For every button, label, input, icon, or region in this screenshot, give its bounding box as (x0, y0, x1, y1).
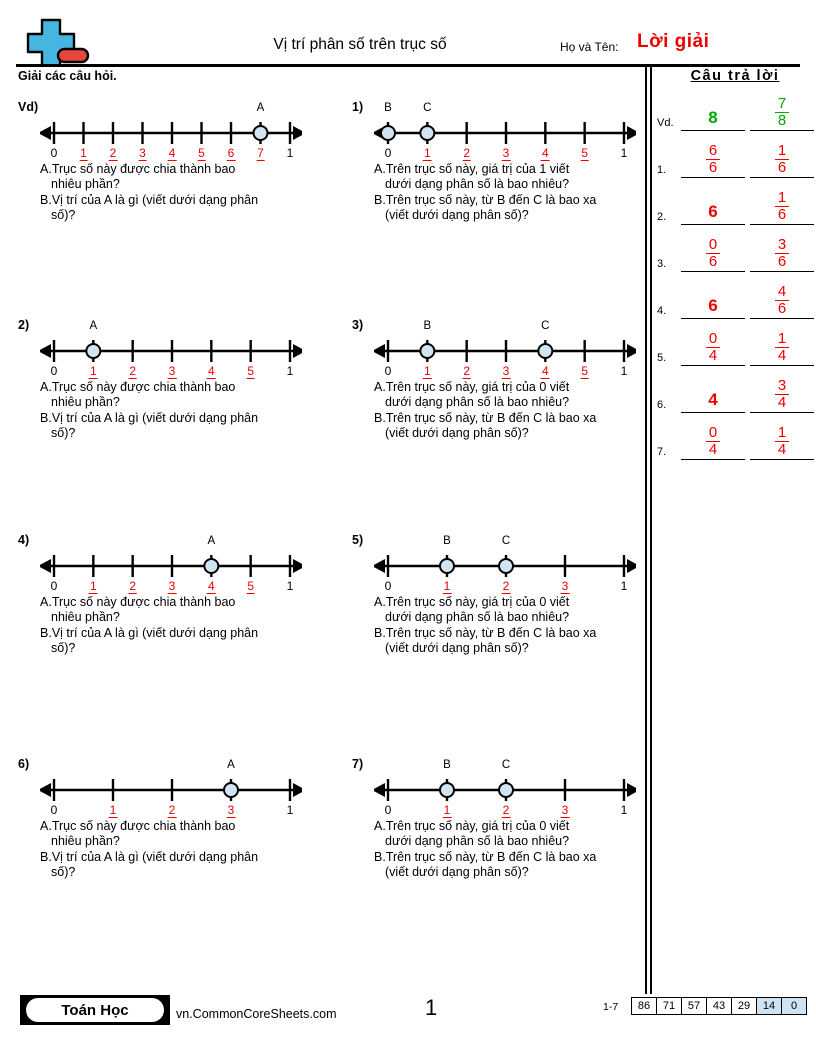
question-a-tag: A. (374, 819, 386, 833)
tick-label: 6 (227, 146, 235, 160)
tick-label: 1 (109, 803, 117, 817)
answer-cell-a[interactable] (681, 326, 745, 366)
question-text (40, 380, 318, 441)
answer-row-index: 3. (657, 258, 667, 270)
tick-label: 1 (443, 579, 451, 593)
point-marker (420, 126, 434, 140)
tick-label: 0 (384, 364, 392, 378)
point-label-A: A (256, 102, 265, 114)
fraction-numerator: 4 (777, 283, 787, 301)
answer-cell-b[interactable] (750, 185, 814, 225)
answer-cell-b[interactable] (750, 138, 814, 178)
question-a-text: Trục số này được chia thành bao (51, 819, 236, 833)
answer-row (654, 319, 816, 366)
answer-row-index: Vd. (657, 117, 674, 129)
answer-cell-b[interactable] (750, 91, 814, 131)
number-line-axis (40, 549, 302, 583)
answer-row-index: 5. (657, 352, 667, 364)
question-a-tag: A. (40, 380, 52, 394)
problem-number: 2) (18, 318, 30, 332)
tick-label: 1 (620, 803, 628, 817)
fraction-numerator: 1 (777, 142, 787, 160)
fraction-denominator: 6 (775, 159, 789, 175)
number-line (40, 535, 302, 591)
tick-label: 1 (443, 803, 451, 817)
question-a-text: Trên trục số này, giá trị của 0 viết (385, 380, 570, 394)
point-marker (224, 783, 238, 797)
tick-label: 3 (227, 803, 235, 817)
tick-label: 0 (50, 146, 58, 160)
answer-whole: 6 (708, 202, 718, 221)
answer-fraction (775, 284, 789, 317)
answer-row-index: 7. (657, 446, 667, 458)
tick-label: 0 (50, 364, 58, 378)
tick-label: 3 (168, 579, 176, 593)
tick-label: 3 (502, 146, 510, 160)
problem-number: 3) (352, 318, 364, 332)
fraction-denominator: 6 (706, 253, 720, 269)
tick-label: 1 (286, 579, 294, 593)
question-b-text: Trên trục số này, từ B đến C là bao xa (385, 625, 597, 640)
problem-number: 6) (18, 757, 30, 771)
point-label-B: B (384, 102, 392, 114)
question-a-cont: nhiêu phần? (51, 177, 120, 192)
question-text (40, 595, 318, 656)
point-label-A: A (89, 320, 98, 332)
question-part-a (40, 819, 318, 834)
answer-cell-a[interactable] (681, 91, 745, 131)
question-b-tag: B. (374, 625, 386, 640)
number-line (374, 535, 636, 591)
fraction-numerator: 7 (777, 95, 787, 113)
fraction-numerator: 0 (708, 330, 718, 348)
fraction-numerator: 1 (777, 189, 787, 207)
tick-label: 2 (109, 146, 117, 160)
point-label-C: C (501, 535, 511, 547)
answer-cell-b[interactable] (750, 279, 814, 319)
tick-label: 3 (561, 803, 569, 817)
number-line-axis (374, 773, 636, 807)
tick-label: 1 (423, 364, 431, 378)
point-label-B: B (443, 535, 451, 547)
number-line (374, 759, 636, 815)
score-box: 14 (756, 997, 782, 1015)
point-marker (499, 559, 513, 573)
answer-fraction (775, 143, 789, 176)
answer-cell-a[interactable] (681, 420, 745, 460)
answer-whole: 8 (708, 108, 718, 127)
fraction-denominator: 4 (706, 441, 720, 457)
answer-fraction (775, 96, 789, 129)
answer-fraction (706, 331, 720, 364)
answer-fraction (775, 378, 789, 411)
question-a-cont: dưới dạng phân số là bao nhiêu? (385, 834, 570, 849)
question-a-cont: nhiêu phần? (51, 395, 120, 410)
tick-label: 0 (50, 579, 58, 593)
question-part-b (40, 850, 318, 865)
answer-cell-a[interactable] (681, 185, 745, 225)
question-b-cont: (viết dưới dạng phân số)? (385, 864, 529, 879)
answer-row (654, 225, 816, 272)
fraction-numerator: 3 (777, 377, 787, 395)
problem-number: 7) (352, 757, 364, 771)
point-marker (420, 344, 434, 358)
question-b-tag: B. (374, 192, 386, 207)
question-a-cont: dưới dạng phân số là bao nhiêu? (385, 610, 570, 625)
page-number: 1 (425, 995, 438, 1020)
point-label-B: B (423, 320, 432, 332)
question-b-text: Vị trí của A là gì (viết dưới dạng phân (51, 410, 259, 425)
answer-row (654, 84, 816, 131)
fraction-denominator: 4 (775, 441, 789, 457)
question-a-text: Trên trục số này, giá trị của 0 viết (385, 595, 570, 609)
question-b-text: Trên trục số này, từ B đến C là bao xa (385, 192, 597, 207)
answer-row (654, 131, 816, 178)
answer-whole: 4 (708, 390, 718, 409)
problem-number: 4) (18, 533, 30, 547)
answer-fraction (775, 190, 789, 223)
answer-row-index: 2. (657, 211, 667, 223)
number-line (374, 102, 636, 158)
tick-label: 4 (541, 146, 549, 160)
question-b-cont: số)? (51, 425, 76, 440)
question-text (40, 819, 318, 880)
number-line-axis (374, 116, 636, 150)
tick-label: 0 (384, 146, 392, 160)
question-a-tag: A. (374, 380, 386, 394)
point-marker (538, 344, 552, 358)
tick-label: 7 (257, 146, 264, 160)
question-b-tag: B. (374, 410, 386, 425)
answer-rows (654, 84, 816, 460)
tick-label: 3 (561, 579, 569, 593)
tick-label: 3 (168, 364, 176, 378)
question-a-text: Trên trục số này, giá trị của 0 viết (385, 819, 570, 833)
question-b-text: Vị trí của A là gì (viết dưới dạng phân (51, 625, 259, 640)
tick-label: 1 (286, 803, 294, 817)
question-b-tag: B. (40, 849, 52, 864)
score-range: 1-7 (603, 1001, 619, 1013)
question-b-cont: (viết dưới dạng phân số)? (385, 425, 529, 440)
tick-label: 0 (384, 579, 392, 593)
tick-label: 1 (423, 146, 431, 160)
question-b-text: Vị trí của A là gì (viết dưới dạng phân (51, 192, 259, 207)
question-text (40, 162, 318, 223)
answer-row (654, 413, 816, 460)
question-b-tag: B. (40, 192, 52, 207)
fraction-numerator: 6 (708, 142, 718, 160)
name-label: Họ và Tên: (560, 40, 619, 54)
answer-cell-a[interactable] (681, 373, 745, 413)
question-b-text: Vị trí của A là gì (viết dưới dạng phân (51, 849, 259, 864)
question-a-cont: nhiêu phần? (51, 610, 120, 625)
answer-fraction (775, 425, 789, 458)
score-scale (632, 997, 807, 1015)
point-marker (86, 344, 100, 358)
score-box: 86 (631, 997, 657, 1015)
point-marker (204, 559, 218, 573)
answer-column-title: Câu trả lời (690, 68, 780, 84)
question-part-b (374, 626, 652, 641)
tick-label: 3 (502, 364, 510, 378)
answer-row-index: 1. (657, 164, 667, 176)
brand-badge (20, 995, 170, 1025)
tick-label: 1 (286, 146, 294, 160)
number-line (40, 759, 302, 815)
answer-cell-b[interactable] (750, 420, 814, 460)
fraction-numerator: 0 (708, 236, 718, 254)
point-label-A: A (227, 759, 235, 771)
tick-label: 0 (50, 803, 58, 817)
brand-label: Toán Học (61, 1001, 129, 1019)
answer-row-index: 4. (657, 305, 667, 317)
question-part-a (374, 819, 652, 834)
question-b-text: Trên trục số này, từ B đến C là bao xa (385, 849, 597, 864)
question-b-tag: B. (40, 410, 52, 425)
fraction-denominator: 6 (706, 159, 720, 175)
question-b-text: Trên trục số này, từ B đến C là bao xa (385, 410, 597, 425)
question-part-a (374, 380, 652, 395)
question-part-a (374, 162, 652, 177)
tick-label: 1 (620, 579, 628, 593)
problem-number: 5) (352, 533, 364, 547)
question-a-tag: A. (374, 595, 386, 609)
answer-fraction (706, 237, 720, 270)
instructions-text: Giải các câu hỏi. (18, 69, 117, 83)
answer-row-index: 6. (657, 399, 667, 411)
question-part-b (374, 193, 652, 208)
tick-label: 2 (168, 803, 176, 817)
question-a-text: Trục số này được chia thành bao (51, 380, 236, 394)
tick-label: 1 (620, 364, 628, 378)
tick-label: 5 (198, 146, 205, 160)
fraction-numerator: 1 (777, 330, 787, 348)
question-b-cont: (viết dưới dạng phân số)? (385, 207, 529, 222)
fraction-denominator: 6 (775, 300, 789, 316)
question-part-a (40, 162, 318, 177)
worksheet-title: Vị trí phân số trên trục số (273, 36, 447, 53)
answer-cell-a[interactable] (681, 138, 745, 178)
question-text (374, 595, 652, 656)
answer-cell-b[interactable] (750, 326, 814, 366)
score-box: 43 (706, 997, 732, 1015)
fraction-denominator: 6 (775, 253, 789, 269)
question-part-a (40, 380, 318, 395)
question-text (374, 380, 652, 441)
question-part-a (40, 595, 318, 610)
question-b-tag: B. (40, 625, 52, 640)
fraction-denominator: 6 (775, 206, 789, 222)
score-box: 57 (681, 997, 707, 1015)
fraction-denominator: 8 (775, 112, 789, 128)
tick-label: 4 (207, 364, 215, 378)
name-value: Lời giải (637, 31, 710, 52)
fraction-numerator: 3 (777, 236, 787, 254)
tick-label: 1 (89, 579, 97, 593)
tick-label: 2 (502, 803, 510, 817)
answer-cell-b[interactable] (750, 232, 814, 272)
point-marker (440, 783, 454, 797)
tick-label: 2 (502, 579, 510, 593)
point-marker (440, 559, 454, 573)
page-footer (0, 995, 816, 1045)
fraction-numerator: 0 (708, 424, 718, 442)
point-label-C: C (423, 102, 432, 114)
problem-number: Vd) (18, 100, 39, 114)
fraction-denominator: 4 (775, 394, 789, 410)
answer-row (654, 272, 816, 319)
tick-label: 1 (286, 364, 294, 378)
score-box: 0 (781, 997, 807, 1015)
question-a-text: Trục số này được chia thành bao (51, 162, 236, 176)
question-part-b (374, 411, 652, 426)
question-part-b (40, 411, 318, 426)
site-url: vn.CommonCoreSheets.com (176, 1007, 337, 1021)
answer-fraction (706, 425, 720, 458)
tick-label: 0 (384, 803, 392, 817)
tick-label: 2 (463, 146, 470, 160)
question-b-cont: số)? (51, 864, 76, 879)
question-part-b (374, 850, 652, 865)
number-line-axis (40, 773, 302, 807)
tick-label: 5 (247, 364, 254, 378)
number-line-axis (40, 116, 302, 150)
tick-label: 5 (247, 579, 254, 593)
question-a-tag: A. (40, 595, 52, 609)
answer-row (654, 366, 816, 413)
tick-label: 4 (207, 579, 215, 593)
question-a-tag: A. (40, 162, 52, 176)
question-part-b (40, 193, 318, 208)
tick-label: 2 (129, 579, 136, 593)
tick-label: 4 (541, 364, 549, 378)
point-marker (381, 126, 395, 140)
point-label-C: C (501, 759, 511, 771)
answer-cell-a[interactable] (681, 232, 745, 272)
number-line (374, 320, 636, 376)
question-b-cont: số)? (51, 207, 76, 222)
number-line-axis (374, 334, 636, 368)
question-text (374, 162, 652, 223)
problem-number: 1) (352, 100, 364, 114)
question-a-cont: nhiêu phần? (51, 834, 120, 849)
answer-column (654, 66, 816, 460)
answer-cell-b[interactable] (750, 373, 814, 413)
score-box: 71 (656, 997, 682, 1015)
number-line-axis (40, 334, 302, 368)
answer-cell-a[interactable] (681, 279, 745, 319)
answer-fraction (706, 143, 720, 176)
question-text (374, 819, 652, 880)
point-label-B: B (443, 759, 451, 771)
tick-label: 1 (89, 364, 97, 378)
number-line (40, 320, 302, 376)
score-box: 29 (731, 997, 757, 1015)
tick-label: 2 (463, 364, 470, 378)
tick-label: 1 (80, 146, 87, 160)
fraction-denominator: 4 (775, 347, 789, 363)
question-b-cont: (viết dưới dạng phân số)? (385, 640, 529, 655)
point-marker (499, 783, 513, 797)
question-b-tag: B. (374, 849, 386, 864)
answer-fraction (775, 331, 789, 364)
question-part-a (374, 595, 652, 610)
tick-label: 5 (581, 364, 588, 378)
question-a-text: Trên trục số này, giá trị của 1 viết (385, 162, 570, 176)
question-part-b (40, 626, 318, 641)
tick-label: 3 (139, 146, 146, 160)
question-a-tag: A. (40, 819, 52, 833)
number-line (40, 102, 302, 158)
point-label-A: A (207, 535, 216, 547)
question-b-cont: số)? (51, 640, 76, 655)
question-a-tag: A. (374, 162, 386, 176)
plus-bar-logo-icon (18, 16, 90, 66)
tick-label: 4 (168, 146, 176, 160)
question-a-text: Trục số này được chia thành bao (51, 595, 236, 609)
fraction-numerator: 1 (777, 424, 787, 442)
answer-fraction (775, 237, 789, 270)
fraction-denominator: 4 (706, 347, 720, 363)
answer-row (654, 178, 816, 225)
point-marker (254, 126, 268, 140)
tick-label: 5 (581, 146, 588, 160)
point-label-C: C (541, 320, 550, 332)
number-line-axis (374, 549, 636, 583)
question-a-cont: dưới dạng phân số là bao nhiêu? (385, 177, 570, 192)
question-a-cont: dưới dạng phân số là bao nhiêu? (385, 395, 570, 410)
tick-label: 2 (129, 364, 136, 378)
tick-label: 1 (620, 146, 628, 160)
answer-whole: 6 (708, 296, 718, 315)
